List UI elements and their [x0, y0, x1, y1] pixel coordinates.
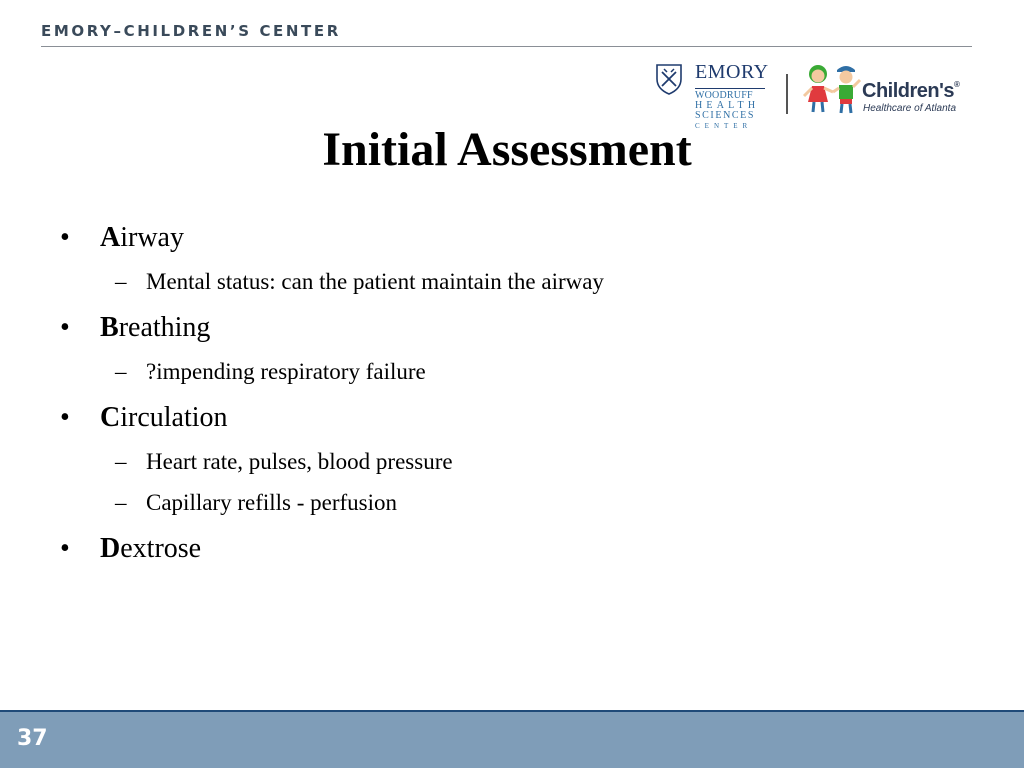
bullet-item: [60, 402, 228, 434]
emory-logo-rule: [695, 88, 765, 89]
bullet-initial: C: [100, 402, 121, 433]
bullet-item: [60, 312, 210, 344]
emory-sub-line: WOODRUFF: [695, 90, 753, 101]
bullet-dot-icon: •: [60, 533, 70, 564]
sub-bullet-dash-icon: –: [115, 359, 127, 384]
sub-bullet-item: [115, 490, 397, 516]
slide-title: Initial Assessment: [322, 123, 692, 176]
bullet-dot-icon: •: [60, 312, 70, 343]
childrens-wordmark: [862, 80, 959, 103]
emory-wordmark: EMORY: [695, 61, 769, 83]
childrens-tagline: Healthcare of Atlanta: [863, 103, 957, 114]
bullet-item: [60, 222, 184, 254]
sub-bullet-text: Heart rate, pulses, blood pressure: [146, 449, 453, 474]
emory-sub-line: SCIENCES: [695, 110, 756, 121]
sub-bullet-item: [115, 269, 604, 295]
bullet-initial: A: [100, 222, 121, 253]
registered-mark: ®: [954, 80, 960, 89]
bullet-text: reathing: [118, 312, 211, 343]
sub-bullet-text: Capillary refills - perfusion: [146, 490, 398, 515]
childrens-logo: [800, 60, 975, 120]
org-header: EMORY–CHILDREN’S CENTER: [41, 22, 341, 40]
bullet-initial: D: [100, 533, 121, 564]
emory-sub-line: CENTER: [695, 122, 753, 130]
emory-sub-line: HEALTH: [695, 100, 760, 111]
bullet-dot-icon: •: [60, 402, 70, 433]
sub-bullet-dash-icon: –: [115, 449, 127, 474]
page-number: 37: [17, 726, 48, 751]
footer-bar: [0, 710, 1024, 768]
sub-bullet-item: [115, 359, 426, 385]
bullet-text: irway: [120, 222, 184, 253]
sub-bullet-text: Mental status: can the patient maintain the airway: [146, 269, 604, 294]
logo-divider: [786, 74, 788, 114]
bullet-item: [60, 533, 201, 565]
sub-bullet-item: [115, 449, 453, 475]
emory-shield-icon: [655, 63, 683, 95]
header-divider: [41, 46, 972, 47]
bullet-initial: B: [100, 312, 119, 343]
children-figures-icon: [800, 60, 864, 116]
bullet-dot-icon: •: [60, 222, 70, 253]
childrens-name: Children's: [862, 80, 954, 102]
bullet-text: irculation: [120, 402, 228, 433]
bullet-text: extrose: [120, 533, 202, 564]
sub-bullet-dash-icon: –: [115, 490, 127, 515]
sub-bullet-text: ?impending respiratory failure: [146, 359, 426, 384]
sub-bullet-dash-icon: –: [115, 269, 127, 294]
